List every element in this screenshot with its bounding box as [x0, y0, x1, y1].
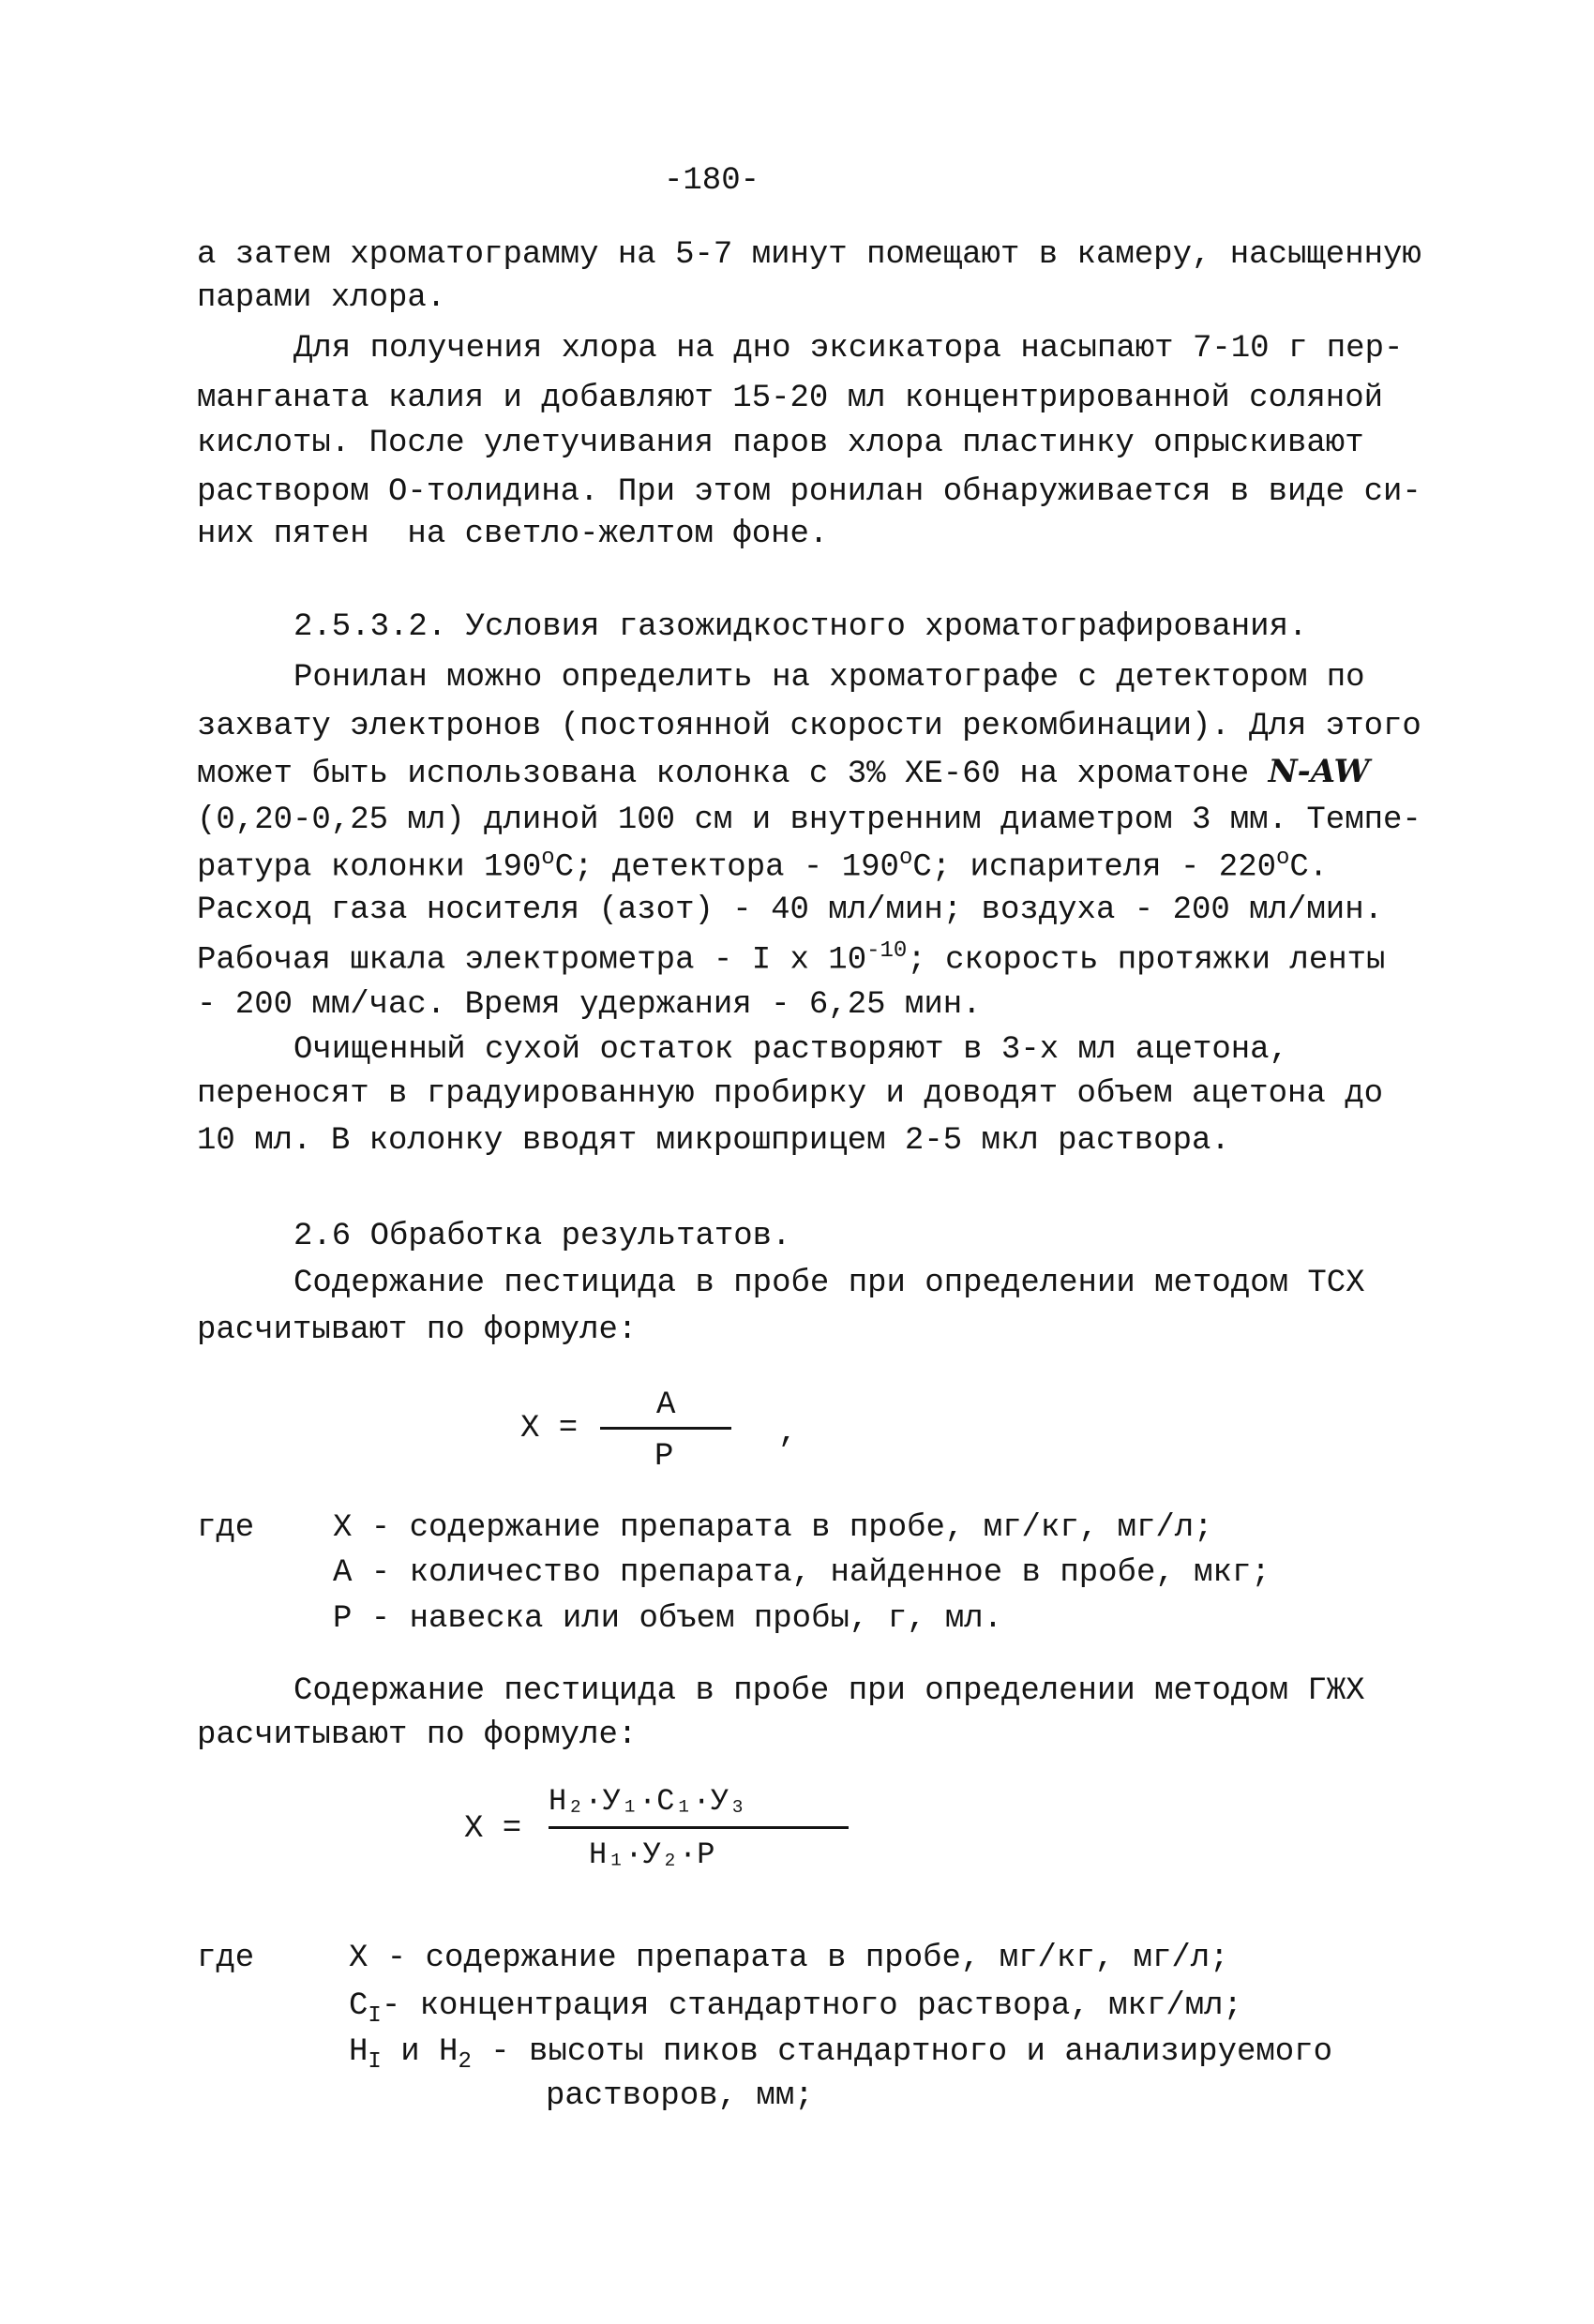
text-line: Содержание пестицида в пробе при определении методом ТСХ: [293, 1266, 1365, 1301]
definition: Р - навеска или объем пробы, г, мл.: [333, 1601, 1003, 1637]
fraction-bar: [549, 1826, 849, 1829]
section-heading-2532: 2.5.3.2. Условия газожидкостного хроматографирования.: [293, 609, 1308, 645]
text-line: Расход газа носителя (азот) - 40 мл/мин; воздуха - 200 мл/мин.: [197, 892, 1384, 928]
formula-denominator: H₁·У₂·Р: [589, 1837, 715, 1872]
text-line: Очищенный сухой остаток растворяют в 3-х мл ацетона,: [293, 1032, 1288, 1068]
definition: Х - содержание препарата в пробе, мг/кг, мг/л;: [349, 1941, 1229, 1976]
text-line: - 200 мм/час. Время удержания - 6,25 мин.: [197, 987, 982, 1023]
text-line: Содержание пестицида в пробе при определении методом ГЖХ: [293, 1673, 1365, 1709]
text-line: парами хлора.: [197, 280, 446, 316]
text-line: переносят в градуированную пробирку и доводят объем ацетона до: [197, 1076, 1384, 1112]
fraction-bar: [600, 1427, 731, 1430]
where-label: где: [197, 1941, 255, 1976]
definition: $H_I$ и $H_2$ - высоты пиков стандартного и анализируемого: [349, 2034, 1332, 2075]
text-line: расчитывают по формуле:: [197, 1312, 638, 1348]
definition: $С_I-$ концентрация стандартного раствора, мкг/мл;: [349, 1988, 1242, 2029]
text-line: расчитывают по формуле:: [197, 1717, 638, 1753]
definition: растворов, мм;: [546, 2078, 814, 2114]
text-line: (0,20-0,25 мл) длиной 100 см и внутренним диаметром 3 мм. Темпе-: [197, 802, 1421, 838]
formula-denominator: Р: [654, 1439, 674, 1475]
text-line: 10 мл. В колонку вводят микрошприцем 2-5 мкл раствора.: [197, 1123, 1230, 1159]
handwritten-insert: N-AW: [1268, 753, 1370, 790]
text-line: них пятен на светло-желтом фоне.: [197, 517, 829, 552]
formula-numerator: А: [656, 1387, 676, 1423]
text-line: Ронилан можно определить на хроматографе с детектором по: [293, 660, 1365, 696]
definition: А - количество препарата, найденное в пробе, мкг;: [333, 1555, 1271, 1591]
text-line: а затем хроматограмму на 5-7 минут помещают в камеру, насыщенную: [197, 237, 1421, 273]
text-line: кислоты. После улетучивания паров хлора пластинку опрыскивают: [197, 426, 1364, 461]
text-line: Рабочая шкала электрометра - I х $10^{-10}$; скорость протяжки ленты: [197, 938, 1386, 979]
definition: Х - содержание препарата в пробе, мг/кг, мг/л;: [333, 1510, 1213, 1546]
text-line: ратура колонки $190^оС$; детектора - $190^оС$; испарителя - $220^оС$.: [197, 846, 1329, 886]
text-line: раствором О-толидина. При этом ронилан обнаруживается в виде си-: [197, 474, 1421, 510]
section-heading-26: 2.6 Обработка результатов.: [293, 1219, 791, 1254]
text-line: Для получения хлора на дно эксикатора насыпают 7-10 г пер-: [293, 331, 1404, 367]
text-line: может быть использована колонка с 3% ХЕ-60 на хроматоне N-AW: [197, 753, 1370, 792]
text-line: манганата калия и добавляют 15-20 мл концентрированной соляной: [197, 381, 1384, 416]
text-line: захвату электронов (постоянной скорости рекомбинации). Для этого: [197, 709, 1421, 744]
formula-numerator: H₂·У₁·С₁·У₃: [549, 1784, 747, 1819]
where-label: где: [197, 1510, 255, 1546]
page-number: -180-: [664, 163, 760, 199]
